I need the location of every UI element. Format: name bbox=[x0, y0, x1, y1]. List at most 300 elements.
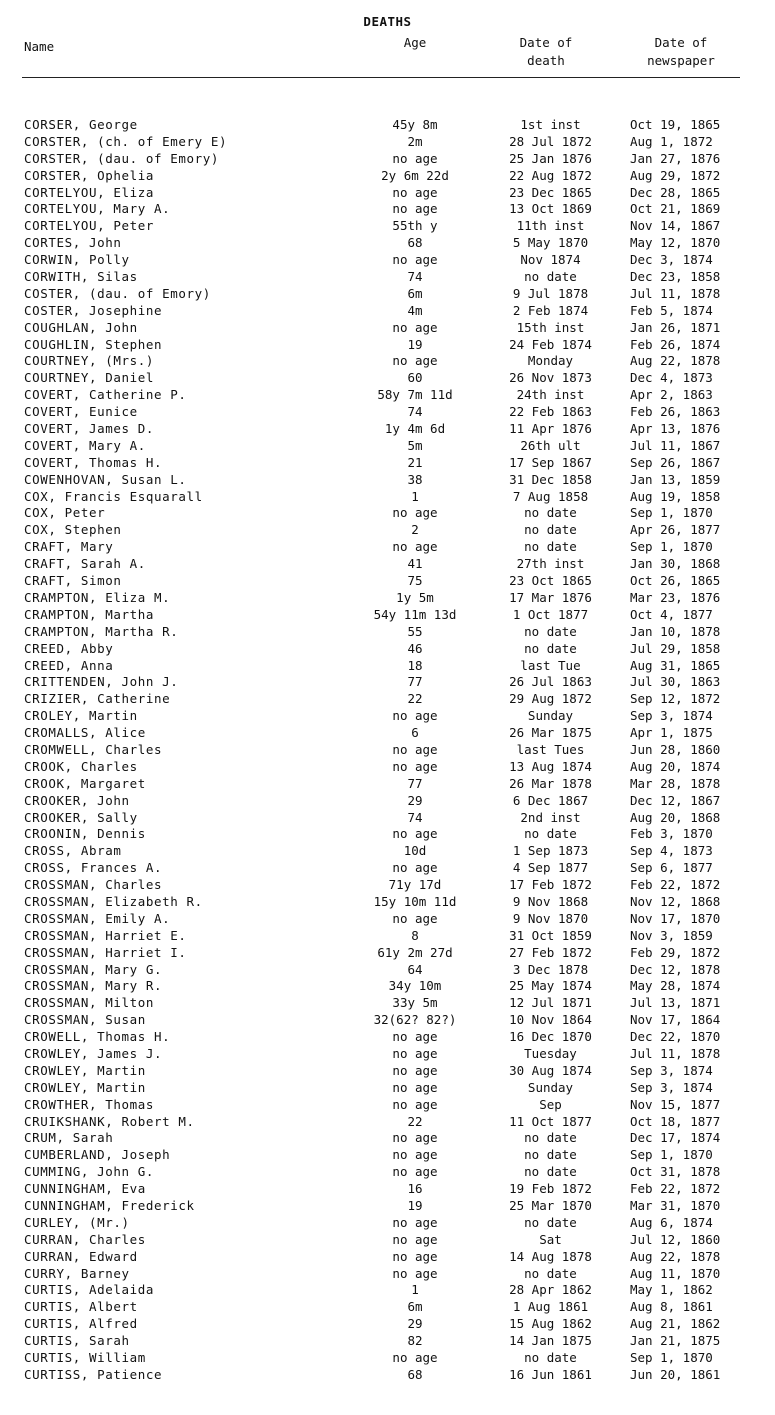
name-cell: CORTELYOU, Mary A. bbox=[24, 201, 171, 217]
age-cell: 74 bbox=[407, 269, 423, 285]
date-of-newspaper-cell: Aug 19, 1858 bbox=[630, 488, 721, 504]
date-of-death-cell: 15 Aug 1862 bbox=[509, 1316, 592, 1332]
date-of-death-cell: no date bbox=[524, 539, 577, 555]
header-date-of-newspaper-line1: Date of bbox=[654, 35, 708, 50]
age-cell: 10d bbox=[403, 843, 427, 859]
table-row bbox=[0, 1367, 775, 1384]
date-of-death-cell: Nov 1874 bbox=[520, 252, 581, 268]
age-cell: no age bbox=[392, 826, 438, 842]
date-of-death-cell: 25 Mar 1870 bbox=[509, 1198, 592, 1213]
age-cell: no age bbox=[392, 1265, 438, 1281]
date-of-death-cell: 9 Nov 1870 bbox=[512, 910, 589, 926]
name-cell: CUNNINGHAM, Eva bbox=[24, 1181, 146, 1197]
age-cell: 6m bbox=[407, 285, 423, 301]
age-cell: 55 bbox=[407, 623, 423, 639]
header-date-of-death-line2: death bbox=[527, 53, 565, 68]
age-cell: 22 bbox=[407, 691, 423, 707]
table-row bbox=[0, 1249, 775, 1266]
name-cell: CROSSMAN, Milton bbox=[24, 995, 155, 1011]
name-cell: CORWITH, Silas bbox=[24, 269, 138, 285]
date-of-death-cell: 11 Apr 1876 bbox=[509, 421, 592, 437]
date-of-newspaper-cell: Oct 19, 1865 bbox=[630, 117, 721, 132]
table-row bbox=[0, 117, 775, 134]
age-cell: no age bbox=[392, 758, 438, 774]
date-of-newspaper-cell: Aug 31, 1865 bbox=[630, 657, 721, 673]
date-of-death-cell: 5 May 1870 bbox=[512, 235, 589, 251]
date-of-newspaper-cell: Feb 22, 1872 bbox=[630, 877, 721, 893]
table-row bbox=[0, 725, 775, 742]
name-cell: CROLEY, Martin bbox=[24, 708, 138, 724]
table-row bbox=[0, 945, 775, 962]
date-of-death-cell: 26 Mar 1875 bbox=[509, 725, 592, 741]
table-row bbox=[0, 911, 775, 928]
date-of-death-cell: no date bbox=[524, 1130, 577, 1146]
age-cell: 33y 5m bbox=[392, 995, 438, 1011]
age-cell: no age bbox=[392, 1350, 438, 1366]
date-of-newspaper-cell: Apr 13, 1876 bbox=[630, 421, 721, 437]
age-cell: 82 bbox=[407, 1333, 423, 1349]
name-cell: COSTER, (dau. of Emory) bbox=[24, 285, 211, 301]
table-row bbox=[0, 995, 775, 1012]
date-of-newspaper-cell: May 28, 1874 bbox=[630, 978, 721, 994]
name-cell: CROOK, Margaret bbox=[24, 775, 146, 791]
table-row bbox=[0, 708, 775, 725]
age-cell: no age bbox=[392, 1045, 438, 1061]
date-of-death-cell: 31 Oct 1859 bbox=[509, 927, 592, 943]
table-row bbox=[0, 151, 775, 168]
date-of-newspaper-cell: Jan 27, 1876 bbox=[630, 150, 721, 166]
date-of-newspaper-cell: Nov 15, 1877 bbox=[630, 1096, 721, 1112]
date-of-newspaper-cell: Jan 30, 1868 bbox=[630, 556, 721, 572]
date-of-newspaper-cell: Feb 29, 1872 bbox=[630, 944, 721, 960]
date-of-death-cell: 28 Jul 1872 bbox=[509, 133, 592, 149]
age-cell: no age bbox=[392, 1147, 438, 1163]
date-of-death-cell: no date bbox=[524, 640, 577, 656]
date-of-newspaper-cell: Aug 29, 1872 bbox=[630, 167, 721, 183]
age-cell: 1y 5m bbox=[396, 589, 434, 605]
date-of-death-cell: Sep bbox=[539, 1096, 562, 1112]
age-cell: 29 bbox=[407, 1316, 423, 1332]
age-cell: no age bbox=[392, 252, 438, 268]
age-cell: 54y 11m 13d bbox=[373, 606, 457, 622]
name-cell: CUMBERLAND, Joseph bbox=[24, 1147, 171, 1163]
age-cell: 34y 10m bbox=[388, 978, 442, 994]
date-of-newspaper-cell: Dec 3, 1874 bbox=[630, 252, 713, 268]
name-cell: COX, Peter bbox=[24, 505, 106, 521]
name-cell: CORSTER, (dau. of Emory) bbox=[24, 150, 220, 166]
table-row bbox=[0, 269, 775, 286]
date-of-death-cell: 23 Dec 1865 bbox=[509, 184, 592, 200]
page-title: DEATHS bbox=[363, 14, 412, 29]
date-of-death-cell: 16 Jun 1861 bbox=[509, 1366, 592, 1382]
name-cell: CRAMPTON, Martha R. bbox=[24, 623, 179, 639]
column-header-age bbox=[380, 34, 450, 52]
name-cell: CROSSMAN, Mary G. bbox=[24, 961, 163, 977]
table-row bbox=[0, 387, 775, 404]
age-cell: 55th y bbox=[392, 218, 438, 234]
date-of-newspaper-cell: Aug 20, 1868 bbox=[630, 809, 721, 825]
date-of-newspaper-cell: May 12, 1870 bbox=[630, 235, 721, 251]
date-of-newspaper-cell: Jul 13, 1871 bbox=[630, 995, 721, 1011]
age-cell: no age bbox=[392, 1130, 438, 1146]
age-cell: no age bbox=[392, 1096, 438, 1112]
age-cell: 5m bbox=[407, 437, 423, 453]
name-cell: CURRAN, Charles bbox=[24, 1231, 146, 1247]
date-of-newspaper-cell: Oct 21, 1869 bbox=[630, 201, 721, 217]
name-cell: CORTELYOU, Peter bbox=[24, 218, 155, 234]
date-of-death-cell: 25 May 1874 bbox=[509, 978, 592, 994]
table-row bbox=[0, 962, 775, 979]
table-row bbox=[0, 252, 775, 269]
age-cell: 1 bbox=[411, 488, 419, 504]
date-of-death-cell: 1 Aug 1861 bbox=[512, 1299, 589, 1315]
table-row bbox=[0, 877, 775, 894]
age-cell: no age bbox=[392, 1248, 438, 1264]
table-row bbox=[0, 134, 775, 151]
header-date-of-death-line1: Date of bbox=[519, 35, 573, 50]
date-of-death-cell: 22 Aug 1872 bbox=[509, 167, 592, 183]
name-cell: CROSSMAN, Emily A. bbox=[24, 910, 171, 926]
name-cell: CRITTENDEN, John J. bbox=[24, 674, 179, 690]
age-cell: 71y 17d bbox=[388, 877, 442, 893]
date-of-death-cell: no date bbox=[524, 623, 577, 639]
table-row bbox=[0, 691, 775, 708]
date-of-newspaper-cell: Aug 11, 1870 bbox=[630, 1265, 721, 1281]
name-cell: COURTNEY, Daniel bbox=[24, 370, 155, 386]
table-row bbox=[0, 573, 775, 590]
age-cell: no age bbox=[392, 741, 438, 757]
table-row bbox=[0, 1350, 775, 1367]
date-of-newspaper-cell: Jul 12, 1860 bbox=[630, 1231, 721, 1247]
date-of-newspaper-cell: Sep 6, 1877 bbox=[630, 860, 713, 876]
name-cell: CORWIN, Polly bbox=[24, 252, 130, 268]
date-of-death-cell: 11th inst bbox=[516, 218, 585, 234]
name-cell: COVERT, Thomas H. bbox=[24, 454, 163, 470]
deaths-table-body bbox=[0, 117, 775, 1384]
name-cell: CUNNINGHAM, Frederick bbox=[24, 1198, 195, 1213]
name-cell: CROMWELL, Charles bbox=[24, 741, 163, 757]
name-cell: CROONIN, Dennis bbox=[24, 826, 146, 842]
name-cell: CROWELL, Thomas H. bbox=[24, 1029, 171, 1045]
date-of-death-cell: 1 Oct 1877 bbox=[512, 606, 589, 622]
age-cell: no age bbox=[392, 708, 438, 724]
table-row bbox=[0, 1147, 775, 1164]
table-row bbox=[0, 1164, 775, 1181]
date-of-newspaper-cell: Sep 1, 1870 bbox=[630, 1147, 713, 1163]
table-row bbox=[0, 370, 775, 387]
date-of-death-cell: no date bbox=[524, 826, 577, 842]
column-header-date-of-death bbox=[492, 34, 600, 70]
age-cell: no age bbox=[392, 860, 438, 876]
date-of-newspaper-cell: Sep 12, 1872 bbox=[630, 691, 721, 707]
table-row bbox=[0, 793, 775, 810]
date-of-newspaper-cell: Aug 22, 1878 bbox=[630, 1248, 721, 1264]
column-header-date-of-newspaper bbox=[622, 34, 740, 70]
date-of-death-cell: 19 Feb 1872 bbox=[509, 1181, 592, 1197]
age-cell: 77 bbox=[407, 674, 423, 690]
age-cell: no age bbox=[392, 1231, 438, 1247]
name-cell: CROSSMAN, Elizabeth R. bbox=[24, 893, 203, 909]
table-row bbox=[0, 472, 775, 489]
table-row bbox=[0, 641, 775, 658]
table-row bbox=[0, 590, 775, 607]
table-row bbox=[0, 826, 775, 843]
table-row bbox=[0, 455, 775, 472]
table-row bbox=[0, 489, 775, 506]
table-row bbox=[0, 353, 775, 370]
age-cell: 1y 4m 6d bbox=[384, 421, 446, 437]
date-of-death-cell: 14 Aug 1878 bbox=[509, 1248, 592, 1264]
name-cell: CROMALLS, Alice bbox=[24, 725, 146, 741]
name-cell: CRUIKSHANK, Robert M. bbox=[24, 1113, 195, 1129]
name-cell: CURTIS, Sarah bbox=[24, 1333, 130, 1349]
name-cell: CROSSMAN, Harriet E. bbox=[24, 927, 187, 943]
table-row bbox=[0, 1232, 775, 1249]
name-cell: CRAFT, Sarah A. bbox=[24, 556, 146, 572]
name-cell: COUGHLAN, John bbox=[24, 319, 138, 335]
date-of-death-cell: 22 Feb 1863 bbox=[509, 404, 592, 420]
date-of-death-cell: Sunday bbox=[527, 708, 574, 724]
date-of-newspaper-cell: Oct 26, 1865 bbox=[630, 573, 721, 589]
name-cell: COVERT, Eunice bbox=[24, 404, 138, 420]
table-row bbox=[0, 1130, 775, 1147]
age-cell: no age bbox=[392, 1029, 438, 1045]
date-of-death-cell: 13 Oct 1869 bbox=[509, 201, 592, 217]
date-of-newspaper-cell: Jan 26, 1871 bbox=[630, 319, 721, 335]
column-header-name bbox=[24, 38, 54, 56]
date-of-newspaper-cell: Aug 6, 1874 bbox=[630, 1214, 713, 1230]
name-cell: CROSS, Frances A. bbox=[24, 860, 163, 876]
date-of-newspaper-cell: Mar 23, 1876 bbox=[630, 589, 721, 605]
table-row bbox=[0, 894, 775, 911]
date-of-newspaper-cell: Nov 14, 1867 bbox=[630, 218, 721, 234]
name-cell: CROSSMAN, Mary R. bbox=[24, 978, 163, 994]
name-cell: COVERT, James D. bbox=[24, 421, 155, 437]
age-cell: no age bbox=[392, 1079, 438, 1095]
age-cell: no age bbox=[392, 539, 438, 555]
date-of-newspaper-cell: Feb 26, 1863 bbox=[630, 404, 721, 420]
name-cell: CREED, Anna bbox=[24, 657, 114, 673]
age-cell: no age bbox=[392, 353, 438, 369]
date-of-newspaper-cell: Feb 3, 1870 bbox=[630, 826, 713, 842]
name-cell: CORSTER, (ch. of Emery E) bbox=[24, 133, 228, 149]
date-of-death-cell: Tuesday bbox=[524, 1045, 577, 1061]
name-cell: CROSSMAN, Susan bbox=[24, 1012, 146, 1028]
name-cell: CURTIS, William bbox=[24, 1350, 146, 1366]
age-cell: 74 bbox=[407, 404, 423, 420]
name-cell: CROSS, Abram bbox=[24, 843, 122, 859]
name-cell: CRAMPTON, Eliza M. bbox=[24, 589, 171, 605]
date-of-newspaper-cell: Jun 20, 1861 bbox=[630, 1366, 721, 1382]
table-row bbox=[0, 303, 775, 320]
date-of-newspaper-cell: Aug 8, 1861 bbox=[630, 1299, 713, 1315]
table-row bbox=[0, 810, 775, 827]
date-of-newspaper-cell: Jan 13, 1859 bbox=[630, 471, 721, 487]
name-cell: CRIZIER, Catherine bbox=[24, 691, 171, 707]
name-cell: CORSTER, Ophelia bbox=[24, 167, 155, 183]
age-cell: 68 bbox=[407, 1366, 423, 1382]
age-cell: no age bbox=[392, 1214, 438, 1230]
name-cell: CURTIS, Albert bbox=[24, 1299, 138, 1315]
age-cell: 2m bbox=[407, 133, 423, 149]
date-of-death-cell: 25 Jan 1876 bbox=[509, 150, 592, 166]
date-of-newspaper-cell: Jul 29, 1858 bbox=[630, 640, 721, 656]
date-of-newspaper-cell: Oct 18, 1877 bbox=[630, 1113, 721, 1129]
name-cell: COURTNEY, (Mrs.) bbox=[24, 353, 155, 369]
date-of-newspaper-cell: May 1, 1862 bbox=[630, 1282, 713, 1298]
date-of-newspaper-cell: Nov 12, 1868 bbox=[630, 893, 721, 909]
table-row bbox=[0, 1080, 775, 1097]
date-of-death-cell: 2 Feb 1874 bbox=[512, 302, 589, 318]
table-row bbox=[0, 658, 775, 675]
date-of-newspaper-cell: Aug 21, 1862 bbox=[630, 1316, 721, 1332]
age-cell: 61y 2m 27d bbox=[377, 944, 453, 960]
table-row bbox=[0, 539, 775, 556]
date-of-death-cell: 17 Feb 1872 bbox=[509, 877, 592, 893]
table-row bbox=[0, 624, 775, 641]
age-cell: 1 bbox=[411, 1282, 419, 1298]
name-cell: CROSSMAN, Harriet I. bbox=[24, 944, 187, 960]
age-cell: 46 bbox=[407, 640, 423, 656]
date-of-newspaper-cell: Feb 5, 1874 bbox=[630, 302, 713, 318]
date-of-death-cell: 29 Aug 1872 bbox=[509, 691, 592, 707]
table-row bbox=[0, 404, 775, 421]
date-of-death-cell: 17 Sep 1867 bbox=[509, 454, 592, 470]
date-of-death-cell: 12 Jul 1871 bbox=[509, 995, 592, 1011]
date-of-death-cell: no date bbox=[524, 1350, 577, 1366]
name-cell: CRAMPTON, Martha bbox=[24, 606, 155, 622]
date-of-newspaper-cell: Nov 17, 1870 bbox=[630, 910, 721, 926]
date-of-death-cell: 24th inst bbox=[516, 387, 585, 403]
date-of-death-cell: 7 Aug 1858 bbox=[512, 488, 589, 504]
date-of-newspaper-cell: Sep 4, 1873 bbox=[630, 843, 713, 859]
age-cell: 58y 7m 11d bbox=[377, 387, 453, 403]
date-of-newspaper-cell: Sep 3, 1874 bbox=[630, 1062, 713, 1078]
header-date-of-newspaper-line2: newspaper bbox=[647, 53, 715, 68]
date-of-newspaper-cell: Feb 22, 1872 bbox=[630, 1181, 721, 1197]
name-cell: CROSSMAN, Charles bbox=[24, 877, 163, 893]
table-row bbox=[0, 928, 775, 945]
date-of-death-cell: Monday bbox=[527, 353, 574, 369]
date-of-death-cell: 9 Nov 1868 bbox=[512, 893, 589, 909]
date-of-death-cell: 16 Dec 1870 bbox=[509, 1029, 592, 1045]
name-cell: CROWLEY, James J. bbox=[24, 1045, 163, 1061]
age-cell: 32(62? 82?) bbox=[373, 1012, 457, 1028]
table-row bbox=[0, 1316, 775, 1333]
date-of-newspaper-cell: Feb 26, 1874 bbox=[630, 336, 721, 352]
date-of-newspaper-cell: Dec 23, 1858 bbox=[630, 269, 721, 285]
date-of-death-cell: 26 Jul 1863 bbox=[509, 674, 592, 690]
name-cell: CRAFT, Mary bbox=[24, 539, 114, 555]
table-row bbox=[0, 843, 775, 860]
age-cell: 45y 8m bbox=[392, 117, 438, 132]
date-of-newspaper-cell: Dec 12, 1878 bbox=[630, 961, 721, 977]
table-row bbox=[0, 759, 775, 776]
date-of-death-cell: last Tue bbox=[520, 657, 581, 673]
name-cell: CURTIS, Adelaida bbox=[24, 1282, 155, 1298]
name-cell: CUMMING, John G. bbox=[24, 1164, 155, 1180]
date-of-newspaper-cell: Aug 1, 1872 bbox=[630, 133, 713, 149]
table-row bbox=[0, 1215, 775, 1232]
age-cell: no age bbox=[392, 505, 438, 521]
date-of-newspaper-cell: Jan 21, 1875 bbox=[630, 1333, 721, 1349]
name-cell: CORTELYOU, Eliza bbox=[24, 184, 155, 200]
date-of-death-cell: 2nd inst bbox=[520, 809, 581, 825]
date-of-death-cell: 14 Jan 1875 bbox=[509, 1333, 592, 1349]
age-cell: 21 bbox=[407, 454, 423, 470]
date-of-death-cell: 28 Apr 1862 bbox=[509, 1282, 592, 1298]
age-cell: 68 bbox=[407, 235, 423, 251]
date-of-newspaper-cell: Apr 2, 1863 bbox=[630, 387, 713, 403]
date-of-newspaper-cell: Sep 1, 1870 bbox=[630, 1350, 713, 1366]
age-cell: 75 bbox=[407, 573, 423, 589]
date-of-death-cell: 6 Dec 1867 bbox=[512, 792, 589, 808]
date-of-death-cell: 15th inst bbox=[516, 319, 585, 335]
name-cell: CROOKER, John bbox=[24, 792, 130, 808]
date-of-death-cell: Sunday bbox=[527, 1079, 574, 1095]
date-of-death-cell: 1 Sep 1873 bbox=[512, 843, 589, 859]
age-cell: no age bbox=[392, 1062, 438, 1078]
age-cell: 41 bbox=[407, 556, 423, 572]
header-divider bbox=[22, 77, 740, 78]
date-of-newspaper-cell: Nov 17, 1864 bbox=[630, 1012, 721, 1028]
name-cell: CURTIS, Alfred bbox=[24, 1316, 138, 1332]
table-row bbox=[0, 1046, 775, 1063]
date-of-death-cell: no date bbox=[524, 1164, 577, 1180]
date-of-newspaper-cell: Jul 11, 1878 bbox=[630, 285, 721, 301]
age-cell: no age bbox=[392, 150, 438, 166]
table-row bbox=[0, 1181, 775, 1198]
date-of-death-cell: 23 Oct 1865 bbox=[509, 573, 592, 589]
age-cell: 38 bbox=[407, 471, 423, 487]
date-of-death-cell: 24 Feb 1874 bbox=[509, 336, 592, 352]
date-of-newspaper-cell: Nov 3, 1859 bbox=[630, 927, 713, 943]
date-of-newspaper-cell: Dec 28, 1865 bbox=[630, 184, 721, 200]
date-of-newspaper-cell: Sep 26, 1867 bbox=[630, 454, 721, 470]
date-of-death-cell: 13 Aug 1874 bbox=[509, 758, 592, 774]
table-row bbox=[0, 1266, 775, 1283]
name-cell: COWENHOVAN, Susan L. bbox=[24, 471, 187, 487]
table-row bbox=[0, 421, 775, 438]
date-of-death-cell: 26th ult bbox=[520, 437, 581, 453]
name-cell: CROWLEY, Martin bbox=[24, 1079, 146, 1095]
name-cell: CURRY, Barney bbox=[24, 1265, 130, 1281]
age-cell: 16 bbox=[407, 1181, 423, 1197]
age-cell: 77 bbox=[407, 775, 423, 791]
name-cell: CROWLEY, Martin bbox=[24, 1062, 146, 1078]
date-of-newspaper-cell: Dec 22, 1870 bbox=[630, 1029, 721, 1045]
table-row bbox=[0, 607, 775, 624]
name-cell: COX, Francis Esquarall bbox=[24, 488, 203, 504]
date-of-death-cell: 3 Dec 1878 bbox=[512, 961, 589, 977]
table-row bbox=[0, 776, 775, 793]
name-cell: CRUM, Sarah bbox=[24, 1130, 114, 1146]
date-of-newspaper-cell: Dec 12, 1867 bbox=[630, 792, 721, 808]
date-of-newspaper-cell: Jan 10, 1878 bbox=[630, 623, 721, 639]
header-age-label: Age bbox=[403, 35, 427, 50]
date-of-newspaper-cell: Sep 3, 1874 bbox=[630, 708, 713, 724]
age-cell: no age bbox=[392, 1164, 438, 1180]
name-cell: CURRAN, Edward bbox=[24, 1248, 138, 1264]
name-cell: CRAFT, Simon bbox=[24, 573, 122, 589]
age-cell: no age bbox=[392, 910, 438, 926]
name-cell: CROWTHER, Thomas bbox=[24, 1096, 155, 1112]
table-row bbox=[0, 1114, 775, 1131]
table-row bbox=[0, 218, 775, 235]
name-cell: CURTISS, Patience bbox=[24, 1366, 163, 1382]
date-of-newspaper-cell: Dec 4, 1873 bbox=[630, 370, 713, 386]
date-of-death-cell: 17 Mar 1876 bbox=[509, 589, 592, 605]
